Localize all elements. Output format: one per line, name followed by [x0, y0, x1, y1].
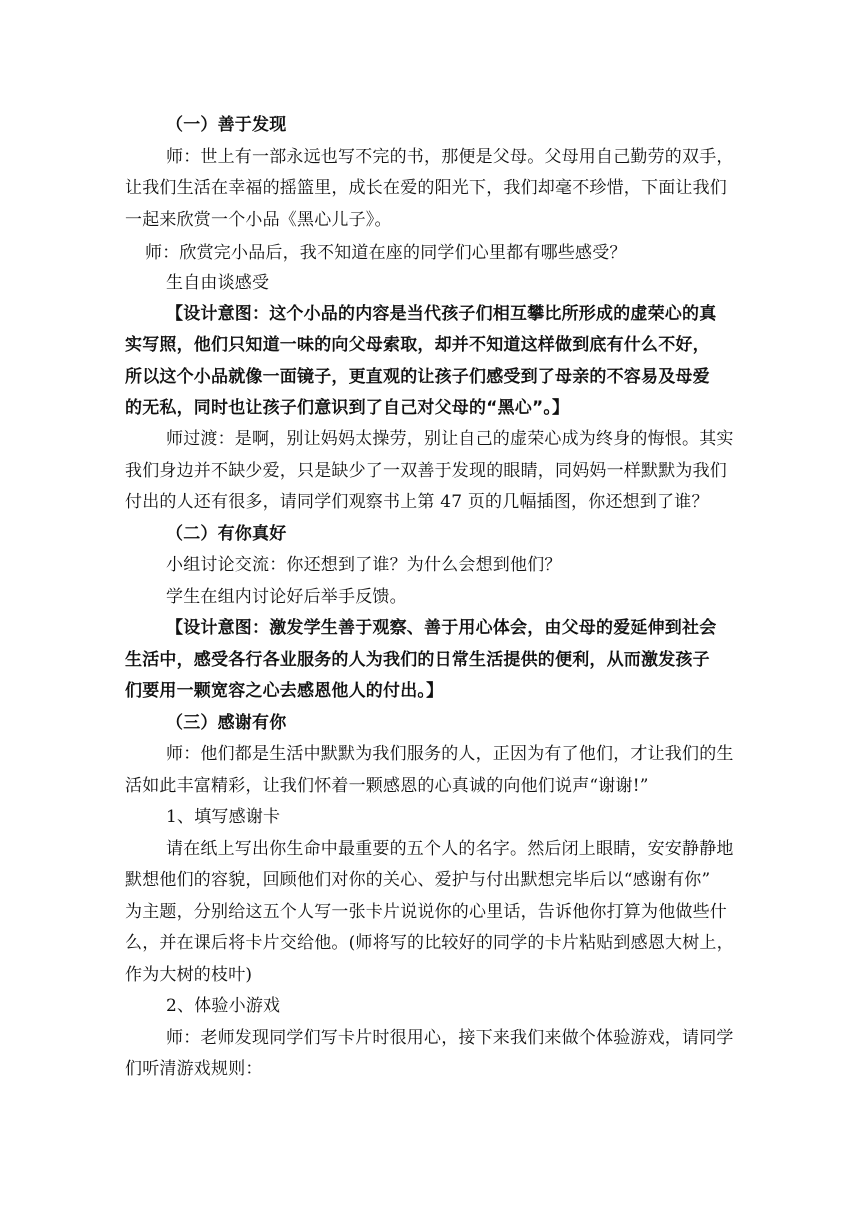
subheading-fill-card: 1、填写感谢卡	[166, 807, 281, 827]
paragraph-line: 让我们生活在幸福的摇篮里，成长在爱的阳光下，我们却毫不珍惜，下面让我们	[125, 178, 727, 198]
paragraph-line: 默想他们的容貌，回顾他们对你的关心、爱护与付出默想完毕后以“感谢有你”	[125, 870, 711, 890]
design-intent-line: 们要用一颗宽容之心去感恩他人的付出。】	[125, 681, 444, 701]
paragraph-line: 一起来欣赏一个小品《黑心儿子》。	[125, 210, 392, 230]
paragraph-line: 师：世上有一部永远也写不完的书，那便是父母。父母用自己勤劳的双手，	[166, 147, 734, 167]
paragraph-line: 们听清游戏规则：	[125, 1059, 263, 1079]
section-heading-3: （三）感谢有你	[166, 713, 287, 733]
design-intent-line: 的无私，同时也让孩子们意识到了自己对父母的“黑心”。】	[125, 398, 570, 418]
subheading-mini-game: 2、体验小游戏	[166, 996, 281, 1016]
section-heading-2: （二）有你真好	[166, 524, 287, 544]
paragraph-line: 为主题，分别给这五个人写一张卡片说说你的心里话，告诉他你打算为他做些什	[125, 902, 727, 922]
paragraph-line: 师：欣赏完小品后，我不知道在座的同学们心里都有哪些感受？	[145, 243, 627, 263]
design-intent-line: 实写照，他们只知道一味的向父母索取，却并不知道这样做到底有什么不好，	[125, 335, 710, 355]
paragraph-line: 么，并在课后将卡片交给他。(师将写的比较好的同学的卡片粘贴到感恩大树上，	[125, 933, 734, 953]
paragraph-line: 师：老师发现同学们写卡片时很用心，接下来我们来做个体验游戏，请同学	[166, 1028, 734, 1048]
paragraph-line: 付出的人还有很多，请同学们观察书上第 47 页的几幅插图，你还想到了谁？	[125, 492, 709, 512]
paragraph-line: 请在纸上写出你生命中最重要的五个人的名字。然后闭上眼睛，安安静静地	[166, 839, 734, 859]
paragraph-line: 作为大树的枝叶)	[125, 965, 253, 985]
design-intent-line: 生活中，感受各行各业服务的人为我们的日常生活提供的便利，从而激发孩子	[125, 650, 710, 670]
section-heading-1: （一）善于发现	[166, 115, 287, 135]
paragraph-line: 小组讨论交流：你还想到了谁？为什么会想到他们？	[166, 555, 562, 575]
design-intent-line: 【设计意图：这个小品的内容是当代孩子们相互攀比所形成的虚荣心的真	[166, 304, 717, 324]
paragraph-line: 学生在组内讨论好后举手反馈。	[166, 587, 407, 607]
design-intent-line: 【设计意图：激发学生善于观察、善于用心体会，由父母的爱延伸到社会	[166, 618, 717, 638]
paragraph-line: 生自由谈感受	[166, 273, 270, 293]
paragraph-line: 师：他们都是生活中默默为我们服务的人，正因为有了他们，才让我们的生	[166, 744, 734, 764]
paragraph-line: 我们身边并不缺少爱，只是缺少了一双善于发现的眼睛，同妈妈一样默默为我们	[125, 461, 727, 481]
paragraph-line: 师过渡：是啊，别让妈妈太操劳，别让自己的虚荣心成为终身的悔恨。其实	[166, 429, 734, 449]
design-intent-line: 所以这个小品就像一面镜子，更直观的让孩子们感受到了母亲的不容易及母爱	[125, 367, 710, 387]
paragraph-line: 活如此丰富精彩，让我们怀着一颗感恩的心真诚的向他们说声“谢谢!”	[125, 776, 649, 796]
